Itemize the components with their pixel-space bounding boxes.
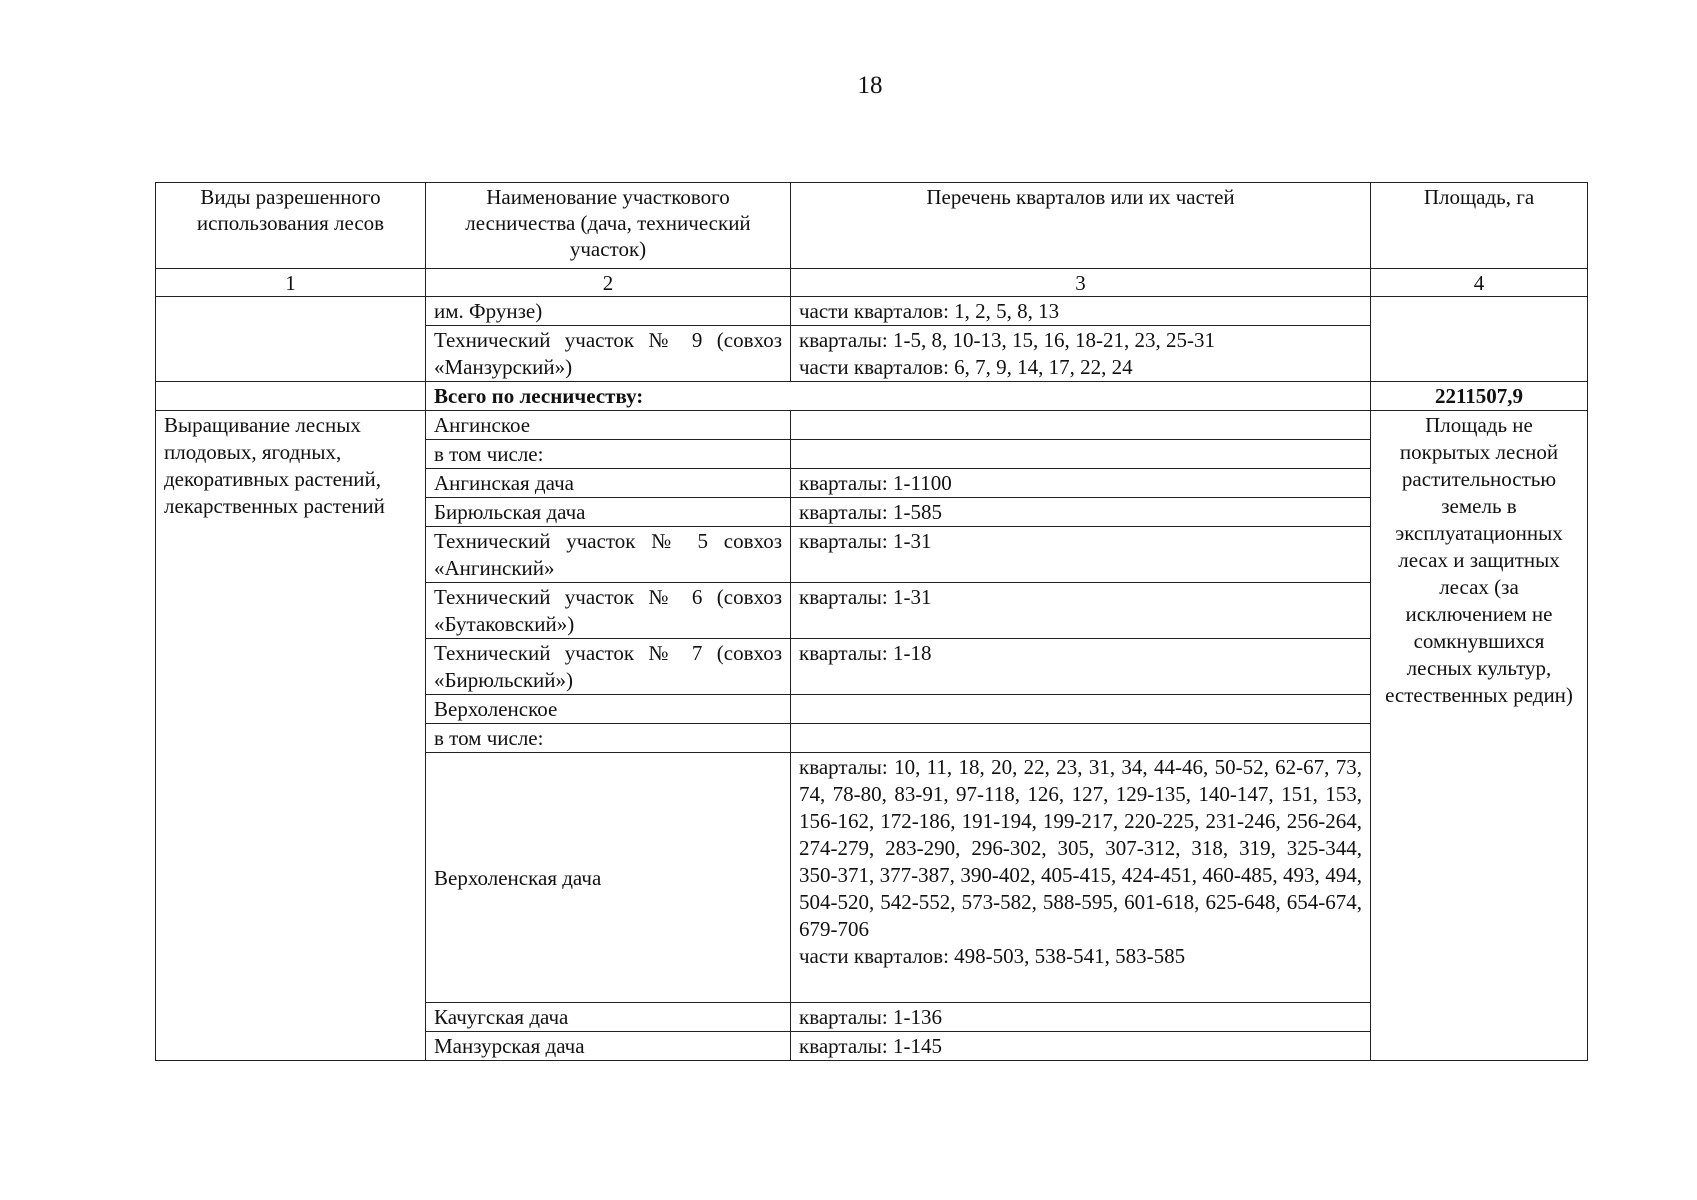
forestry-name-cell: Качугская дача bbox=[426, 1003, 791, 1032]
quarters-cell bbox=[791, 411, 1371, 440]
forest-use-table bbox=[155, 182, 1588, 1061]
quarters-parts-text: части кварталов: 498-503, 538-541, 583-585 bbox=[799, 944, 1186, 968]
forestry-name-cell: Технический участок № 9 (совхоз «Манзурский») bbox=[426, 326, 791, 382]
column-number: 2 bbox=[426, 269, 791, 297]
quarters-cell: кварталы: 1-31 bbox=[791, 583, 1371, 639]
forestry-name-cell: Верхоленская дача bbox=[426, 753, 791, 1003]
forestry-name-cell: Технический участок № 5 совхоз «Ангинский» bbox=[426, 527, 791, 583]
header-forestry-name: Наименование участкового лесничества (дача, технический участок) bbox=[426, 183, 791, 269]
quarters-cell: кварталы: 1-31 bbox=[791, 527, 1371, 583]
quarters-cell: кварталы: 1-1100 bbox=[791, 469, 1371, 498]
quarters-text: кварталы: 10, 11, 18, 20, 22, 23, 31, 34, 44-46, 50-52, 62-67, 73, 74, 78-80, 83-91, 97-118, 126, 127, 129-135, 140-147, 151, 153, 156-162, 172-186, 191-194, 199-217, 220-225, 231-246, 256-264, 274-279, 283-290, 296-302, 305, 307-312, 318, 319, 325-344, 350-371, 377-387, 390-402, 405-415, 424-451, 460-485, 493, 494, 504-520, 542-552, 573-582, 588-595, 601-618, 625-648, 654-674, 679-706 bbox=[799, 755, 1362, 941]
column-number: 3 bbox=[791, 269, 1371, 297]
total-row bbox=[156, 382, 1588, 411]
quarters-cell bbox=[791, 326, 1371, 382]
forestry-name-cell: в том числе: bbox=[426, 724, 791, 753]
empty-area-cell bbox=[1371, 297, 1588, 382]
forestry-name-cell: Ангинская дача bbox=[426, 469, 791, 498]
column-number-row bbox=[156, 269, 1588, 297]
forestry-name-cell: Ангинское bbox=[426, 411, 791, 440]
quarters-cell bbox=[791, 695, 1371, 724]
total-value: 2211507,9 bbox=[1371, 382, 1588, 411]
quarters-cell bbox=[791, 753, 1371, 1003]
header-area: Площадь, га bbox=[1371, 183, 1588, 269]
empty-use-type-cell bbox=[156, 297, 426, 382]
forestry-name-cell: Бирюльская дача bbox=[426, 498, 791, 527]
empty-use-type-cell bbox=[156, 382, 426, 411]
forestry-name-cell: Технический участок № 6 (совхоз «Бутаковский») bbox=[426, 583, 791, 639]
quarters-text: кварталы: 1-5, 8, 10-13, 15, 16, 18-21, 23, 25-31 bbox=[799, 328, 1215, 352]
quarters-cell bbox=[791, 440, 1371, 469]
area-note-cell: Площадь не покрытых лесной растительностью земель в эксплуатационных лесах и защитных лесах (за исключением не сомкнувшихся лесных культур, естественных редин) bbox=[1371, 411, 1588, 1061]
use-type-cell: Выращивание лесных плодовых, ягодных, декоративных растений, лекарственных растений bbox=[156, 411, 426, 1061]
quarters-parts-text: части кварталов: 6, 7, 9, 14, 17, 22, 24 bbox=[799, 355, 1133, 379]
forestry-name-cell: Технический участок № 7 (совхоз «Бирюльский») bbox=[426, 639, 791, 695]
page-number: 18 bbox=[857, 72, 883, 99]
quarters-cell: кварталы: 1-136 bbox=[791, 1003, 1371, 1032]
table-row bbox=[156, 297, 1588, 326]
forestry-name-cell: Манзурская дача bbox=[426, 1032, 791, 1061]
quarters-cell: кварталы: 1-145 bbox=[791, 1032, 1371, 1061]
table-header-row bbox=[156, 183, 1588, 269]
header-quarters-list: Перечень кварталов или их частей bbox=[791, 183, 1371, 269]
header-use-type: Виды разрешенного использования лесов bbox=[156, 183, 426, 269]
forestry-name-cell: им. Фрунзе) bbox=[426, 297, 791, 326]
column-number: 4 bbox=[1371, 269, 1588, 297]
quarters-cell: кварталы: 1-585 bbox=[791, 498, 1371, 527]
quarters-cell: части кварталов: 1, 2, 5, 8, 13 bbox=[791, 297, 1371, 326]
forestry-name-cell: Верхоленское bbox=[426, 695, 791, 724]
quarters-cell: кварталы: 1-18 bbox=[791, 639, 1371, 695]
total-label: Всего по лесничеству: bbox=[426, 382, 1371, 411]
table-row bbox=[156, 411, 1588, 440]
forestry-name-cell: в том числе: bbox=[426, 440, 791, 469]
quarters-cell bbox=[791, 724, 1371, 753]
column-number: 1 bbox=[156, 269, 426, 297]
